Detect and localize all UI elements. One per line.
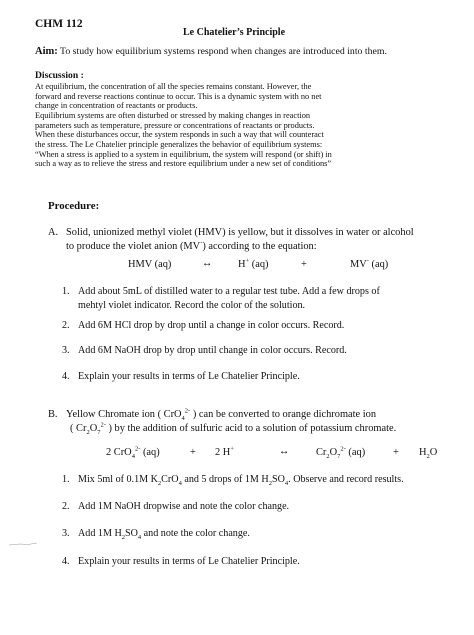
discussion-body	[35, 82, 455, 169]
step-text: Explain your results in terms of Le Chatelier Principle.	[78, 556, 300, 567]
aim-label: Aim:	[35, 46, 58, 57]
equation-a-h-ion: H+ (aq)	[238, 257, 269, 270]
step-number: 3.	[62, 528, 70, 539]
section-a-line: Solid, unionized methyl violet (HMV) is yellow, but it dissolves in water or alcohol	[66, 227, 414, 238]
section-a-line: to produce the violet anion (MV-) according to the equation:	[66, 239, 317, 252]
discussion-heading: Discussion :	[35, 70, 84, 81]
page-title: Le Chatelier’s Principle	[183, 27, 286, 38]
step-number: 1.	[62, 474, 70, 485]
discussion-line: such a way as to relieve the stress and restore equilibrium under a new set of conditions”	[35, 159, 332, 169]
pencil-mark-icon	[8, 541, 38, 547]
equilibrium-arrow-icon: ↔	[279, 446, 290, 457]
discussion-line: When these disturbances occur, the system responds in such a way that will counteract	[35, 130, 324, 140]
step-number: 4.	[62, 556, 70, 567]
equation-a-mv-ion: MV- (aq)	[350, 257, 389, 270]
step-number: 2.	[62, 501, 70, 512]
section-b-line: ( $Cr_2O_7^{2-}$ ) by the addition of sulfuric acid to a solution of potassium chromate.	[70, 421, 397, 437]
equation-b-water: $H_2O$	[419, 447, 438, 461]
section-b-letter: B.	[48, 409, 58, 420]
procedure-heading: Procedure:	[48, 200, 100, 212]
course-code: CHM 112	[35, 18, 83, 30]
section-a-letter: A.	[48, 227, 59, 238]
discussion-line: the stress. The Le Chatelier principle generalizes the behavior of equilibrium systems:	[35, 139, 323, 149]
step-number: 2.	[62, 320, 70, 331]
equation-b-chromate: 2 CrO$_4^{2-}$ (aq)	[106, 445, 160, 461]
step-text: Add 6M NaOH drop by drop until change in color occurs. Record.	[78, 345, 347, 356]
step-text: Add about 5mL of distilled water to a regular test tube. Add a few drops of	[78, 286, 380, 297]
discussion-line: change in concentration of reactants or products.	[35, 101, 198, 111]
equation-a-reactant: HMV (aq)	[128, 259, 172, 270]
equation-b-plus: +	[393, 447, 399, 458]
step-number: 3.	[62, 345, 70, 356]
equation-a-plus: +	[301, 259, 307, 270]
section-b-line: Yellow Chromate ion ( CrO$_4^{2-}$ ) can be converted to orange dichromate ion	[66, 407, 377, 423]
equation-b-dichromate: $Cr_2O_7^{2-}$ (aq)	[316, 445, 366, 461]
step-number: 1.	[62, 286, 70, 297]
discussion-line: parameters such as temperature, pressure or concentrations of reactants or products.	[35, 120, 315, 130]
step-text: Add 1M $H_2SO_4$ and note the color change.	[78, 528, 250, 542]
equilibrium-arrow-icon: ↔	[202, 258, 213, 269]
equation-b-plus: +	[190, 447, 196, 458]
step-text: Mix 5ml of 0.1M $K_2CrO_4$ and 5 drops of 1M $H_2SO_4$. Observe and record results.	[78, 474, 404, 488]
aim-line	[35, 46, 387, 57]
discussion-line: Equilibrium systems are often disturbed or stressed by making changes in reaction	[35, 110, 311, 120]
step-text: mehtyl violet indicator. Record the color of the solution.	[78, 300, 306, 311]
discussion-line: “When a stress is applied to a system in equilibrium, the system will respond (or shift) in	[35, 149, 332, 159]
equation-b-h-ion: 2 H+	[215, 445, 234, 458]
discussion-line: At equilibrium, the concentration of all the species remains constant. However, the	[35, 82, 312, 91]
step-number: 4.	[62, 371, 70, 382]
step-text: Add 1M NaOH dropwise and note the color change.	[78, 501, 290, 512]
discussion-line: forward and reverse reactions continue to occur. This is a dynamic system with no net	[35, 91, 322, 101]
aim-text: To study how equilibrium systems respond when changes are introduced into them.	[60, 46, 387, 57]
step-text: Add 6M HCl drop by drop until a change in color occurs. Record.	[78, 320, 345, 331]
step-text: Explain your results in terms of Le Chatelier Principle.	[78, 371, 300, 382]
